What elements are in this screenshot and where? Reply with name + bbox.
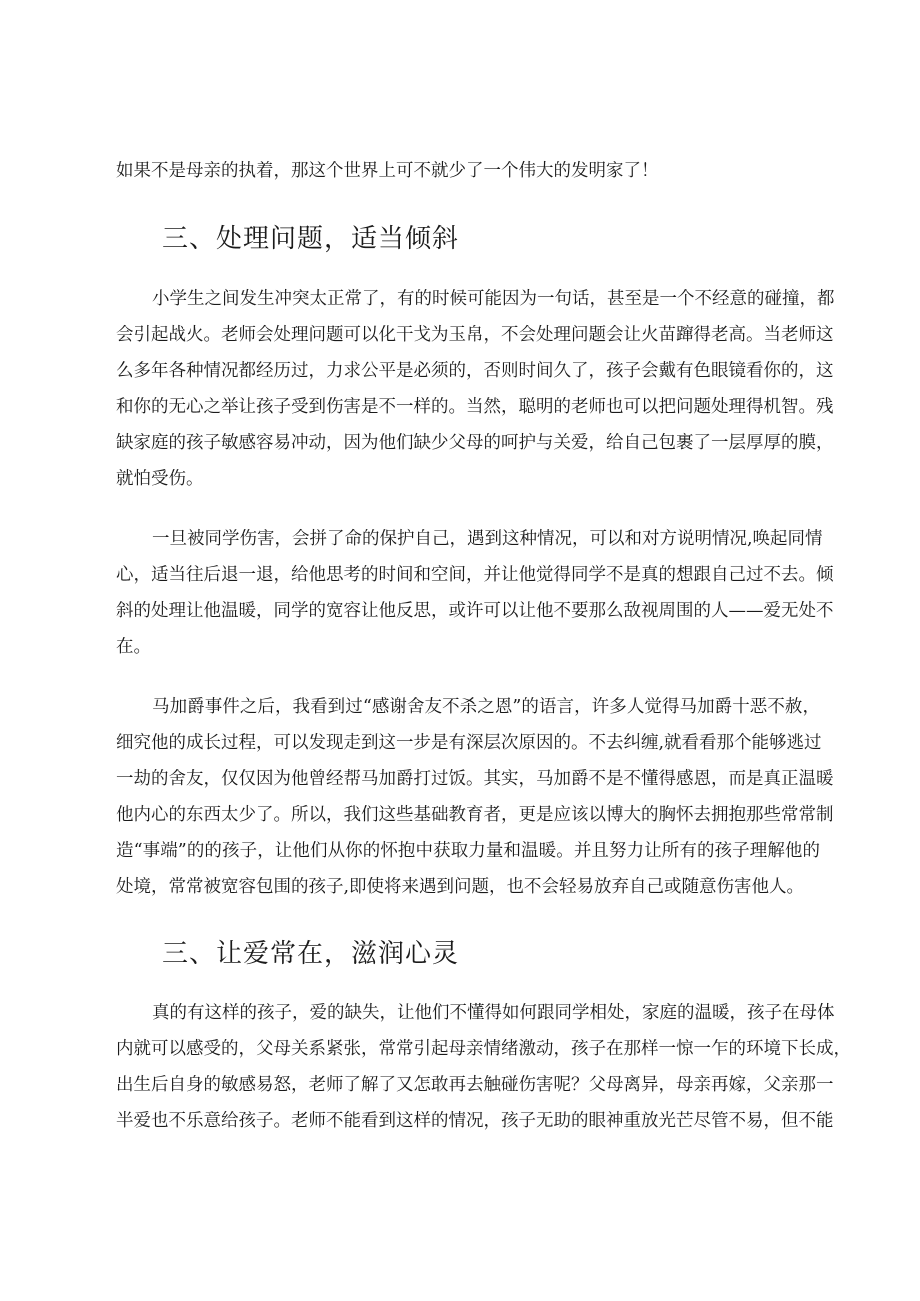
paragraph-line: 和你的无心之举让孩子受到伤害是不一样的。当然，聪明的老师也可以把问题处理得机智。残 xyxy=(116,397,834,417)
paragraph-line: 真的有这样的孩子，爱的缺失，让他们不懂得如何跟同学相处，家庭的温暖，孩子在母体 xyxy=(152,1003,835,1023)
paragraph-line: 内就可以感受的，父母关系紧张，常常引起母亲情绪激动，孩子在那样一惊一乍的环境下长成， xyxy=(116,1039,851,1059)
section-heading-let-love-remain: 三、让爱常在，滋润心灵 xyxy=(162,939,460,969)
paragraph-line: 就怕受伤。 xyxy=(116,469,204,489)
paragraph-line: 马加爵事件之后，我看到过“感谢舍友不杀之恩”的语言，许多人觉得马加爵十恶不赦， xyxy=(152,697,820,717)
paragraph-line: 处境，常常被宽容包围的孩子,即使将来遇到问题，也不会轻易放弃自己或随意伤害他人。 xyxy=(116,877,805,897)
paragraph-line: 小学生之间发生冲突太正常了，有的时候可能因为一句话，甚至是一个不经意的碰撞，都 xyxy=(152,289,835,309)
paragraph-line: 造“事端”的的孩子，让他们从你的怀抱中获取力量和温暖。并且努力让所有的孩子理解他的 xyxy=(116,841,820,861)
paragraph-line: 一劫的舍友，仅仅因为他曾经帮马加爵打过饭。其实，马加爵不是不懂得感恩，而是真正温暖 xyxy=(116,769,834,789)
paragraph-line: 细究他的成长过程，可以发现走到这一步是有深层次原因的。不去纠缠,就看看那个能够逃过 xyxy=(116,733,822,753)
paragraph-line: 他内心的东西太少了。所以，我们这些基础教育者，更是应该以博大的胸怀去拥抱那些常常制 xyxy=(116,805,834,825)
paragraph-line: 斜的处理让他温暖，同学的宽容让他反思，或许可以让他不要那么敌视周围的人——爱无处不 xyxy=(116,601,834,621)
section-heading-handle-problems: 三、处理问题，适当倾斜 xyxy=(162,224,460,254)
paragraph-line: 心，适当往后退一退，给他思考的时间和空间，并让他觉得同学不是真的想跟自己过不去。倾 xyxy=(116,565,834,585)
paragraph-line: 在。 xyxy=(116,637,151,657)
paragraph-line: 一旦被同学伤害，会拼了命的保护自己，遇到这种情况，可以和对方说明情况,唤起同情 xyxy=(152,529,823,549)
paragraph-line: 半爱也不乐意给孩子。老师不能看到这样的情况，孩子无助的眼神重放光芒尽管不易，但不能 xyxy=(116,1111,834,1131)
paragraph-line: 会引起战火。老师会处理问题可以化干戈为玉帛，不会处理问题会让火苗蹿得老高。当老师这 xyxy=(116,325,834,345)
paragraph-line: 么多年各种情况都经历过，力求公平是必须的，否则时间久了，孩子会戴有色眼镜看你的，这 xyxy=(116,361,834,381)
intro-line: 如果不是母亲的执着，那这个世界上可不就少了一个伟大的发明家了！ xyxy=(116,161,659,181)
paragraph-line: 出生后自身的敏感易怒，老师了解了又怎敢再去触碰伤害呢？父母离异，母亲再嫁，父亲那一 xyxy=(116,1075,834,1095)
paragraph-line: 缺家庭的孩子敏感容易冲动，因为他们缺少父母的呵护与关爱，给自己包裹了一层厚厚的膜， xyxy=(116,433,834,453)
